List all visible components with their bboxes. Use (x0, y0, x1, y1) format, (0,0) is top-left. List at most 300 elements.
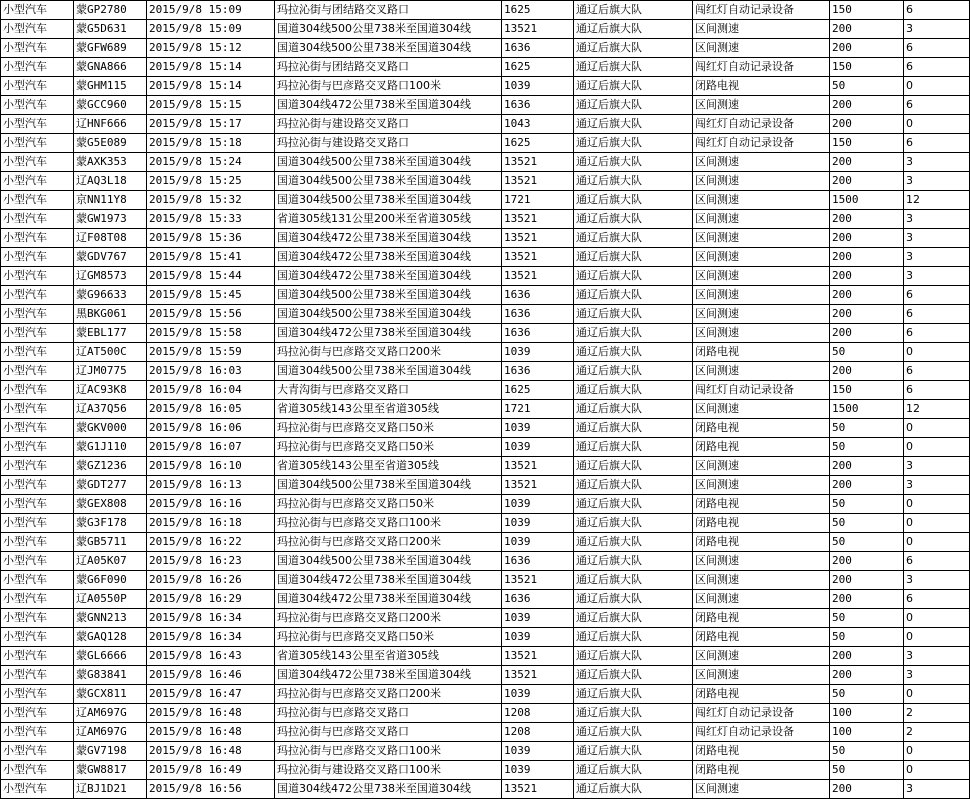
fine-cell: 50 (830, 438, 904, 457)
fine-cell: 150 (830, 1, 904, 20)
unit-cell: 通辽后旗大队 (574, 343, 693, 362)
points-cell: 0 (904, 115, 970, 134)
unit-cell: 通辽后旗大队 (574, 39, 693, 58)
points-cell: 3 (904, 267, 970, 286)
points-cell: 0 (904, 495, 970, 514)
location-cell: 国道304线500公里738米至国道304线 (275, 476, 502, 495)
fine-cell: 50 (830, 495, 904, 514)
device-cell: 区间测速 (693, 248, 830, 267)
points-cell: 6 (904, 552, 970, 571)
fine-cell: 200 (830, 20, 904, 39)
vehicle-type-cell: 小型汽车 (1, 286, 74, 305)
unit-cell: 通辽后旗大队 (574, 742, 693, 761)
vehicle-type-cell: 小型汽车 (1, 134, 74, 153)
table-row (1, 742, 970, 761)
device-cell: 区间测速 (693, 666, 830, 685)
plate-number-cell: 蒙GFW689 (74, 39, 147, 58)
location-cell: 玛拉沁街与巴彦路交叉路口50米 (275, 438, 502, 457)
plate-number-cell: 蒙GZ1236 (74, 457, 147, 476)
violation-code-cell: 1043 (502, 115, 574, 134)
table-row (1, 457, 970, 476)
vehicle-type-cell: 小型汽车 (1, 324, 74, 343)
violation-code-cell: 1636 (502, 552, 574, 571)
violation-time-cell: 2015/9/8 16:47 (147, 685, 275, 704)
fine-cell: 50 (830, 514, 904, 533)
violation-time-cell: 2015/9/8 16:04 (147, 381, 275, 400)
unit-cell: 通辽后旗大队 (574, 761, 693, 780)
violation-code-cell: 1625 (502, 1, 574, 20)
device-cell: 区间测速 (693, 191, 830, 210)
plate-number-cell: 黑BKG061 (74, 305, 147, 324)
device-cell: 区间测速 (693, 780, 830, 799)
plate-number-cell: 蒙G5D631 (74, 20, 147, 39)
violation-code-cell: 1039 (502, 77, 574, 96)
unit-cell: 通辽后旗大队 (574, 20, 693, 39)
location-cell: 玛拉沁街与巴彦路交叉路口200米 (275, 609, 502, 628)
violation-code-cell: 13521 (502, 267, 574, 286)
plate-number-cell: 蒙G96633 (74, 286, 147, 305)
fine-cell: 50 (830, 628, 904, 647)
location-cell: 国道304线500公里738米至国道304线 (275, 20, 502, 39)
violation-code-cell: 13521 (502, 172, 574, 191)
points-cell: 3 (904, 153, 970, 172)
violation-code-cell: 1208 (502, 704, 574, 723)
points-cell: 6 (904, 1, 970, 20)
vehicle-type-cell: 小型汽车 (1, 96, 74, 115)
location-cell: 玛拉沁街与巴彦路交叉路口100米 (275, 77, 502, 96)
violation-time-cell: 2015/9/8 16:07 (147, 438, 275, 457)
table-row (1, 419, 970, 438)
violation-time-cell: 2015/9/8 16:26 (147, 571, 275, 590)
violation-time-cell: 2015/9/8 16:48 (147, 742, 275, 761)
violation-code-cell: 1636 (502, 286, 574, 305)
fine-cell: 200 (830, 39, 904, 58)
violation-time-cell: 2015/9/8 16:46 (147, 666, 275, 685)
violation-code-cell: 1636 (502, 305, 574, 324)
table-row (1, 514, 970, 533)
fine-cell: 200 (830, 210, 904, 229)
table-row (1, 172, 970, 191)
unit-cell: 通辽后旗大队 (574, 457, 693, 476)
violation-time-cell: 2015/9/8 15:15 (147, 96, 275, 115)
plate-number-cell: 辽AT500C (74, 343, 147, 362)
unit-cell: 通辽后旗大队 (574, 552, 693, 571)
plate-number-cell: 蒙GDT277 (74, 476, 147, 495)
points-cell: 3 (904, 476, 970, 495)
table-row (1, 39, 970, 58)
vehicle-type-cell: 小型汽车 (1, 1, 74, 20)
vehicle-type-cell: 小型汽车 (1, 666, 74, 685)
fine-cell: 200 (830, 476, 904, 495)
device-cell: 闭路电视 (693, 742, 830, 761)
plate-number-cell: 辽A0550P (74, 590, 147, 609)
points-cell: 3 (904, 571, 970, 590)
unit-cell: 通辽后旗大队 (574, 153, 693, 172)
plate-number-cell: 辽F08T08 (74, 229, 147, 248)
plate-number-cell: 蒙G5E089 (74, 134, 147, 153)
device-cell: 闯红灯自动记录设备 (693, 704, 830, 723)
violation-time-cell: 2015/9/8 15:45 (147, 286, 275, 305)
device-cell: 闭路电视 (693, 761, 830, 780)
violation-time-cell: 2015/9/8 16:29 (147, 590, 275, 609)
location-cell: 国道304线472公里738米至国道304线 (275, 666, 502, 685)
points-cell: 6 (904, 39, 970, 58)
plate-number-cell: 辽AM697G (74, 704, 147, 723)
violation-code-cell: 13521 (502, 210, 574, 229)
fine-cell: 200 (830, 457, 904, 476)
table-row (1, 609, 970, 628)
plate-number-cell: 蒙EBL177 (74, 324, 147, 343)
fine-cell: 200 (830, 552, 904, 571)
plate-number-cell: 辽HNF666 (74, 115, 147, 134)
violation-code-cell: 13521 (502, 666, 574, 685)
unit-cell: 通辽后旗大队 (574, 172, 693, 191)
violation-time-cell: 2015/9/8 15:12 (147, 39, 275, 58)
violation-time-cell: 2015/9/8 16:34 (147, 628, 275, 647)
unit-cell: 通辽后旗大队 (574, 609, 693, 628)
table-row (1, 723, 970, 742)
violation-time-cell: 2015/9/8 15:17 (147, 115, 275, 134)
location-cell: 玛拉沁街与巴彦路交叉路口100米 (275, 514, 502, 533)
violation-code-cell: 1039 (502, 343, 574, 362)
violation-code-cell: 1039 (502, 533, 574, 552)
fine-cell: 200 (830, 666, 904, 685)
unit-cell: 通辽后旗大队 (574, 438, 693, 457)
location-cell: 国道304线472公里738米至国道304线 (275, 96, 502, 115)
location-cell: 玛拉沁街与巴彦路交叉路口200米 (275, 343, 502, 362)
violation-time-cell: 2015/9/8 16:18 (147, 514, 275, 533)
vehicle-type-cell: 小型汽车 (1, 305, 74, 324)
unit-cell: 通辽后旗大队 (574, 685, 693, 704)
violation-time-cell: 2015/9/8 15:14 (147, 77, 275, 96)
table-row (1, 305, 970, 324)
plate-number-cell: 蒙GAQ128 (74, 628, 147, 647)
violation-code-cell: 1039 (502, 685, 574, 704)
location-cell: 国道304线472公里738米至国道304线 (275, 780, 502, 799)
vehicle-type-cell: 小型汽车 (1, 77, 74, 96)
plate-number-cell: 蒙GCX811 (74, 685, 147, 704)
vehicle-type-cell: 小型汽车 (1, 609, 74, 628)
vehicle-type-cell: 小型汽车 (1, 704, 74, 723)
unit-cell: 通辽后旗大队 (574, 362, 693, 381)
fine-cell: 50 (830, 77, 904, 96)
device-cell: 闯红灯自动记录设备 (693, 723, 830, 742)
fine-cell: 200 (830, 286, 904, 305)
vehicle-type-cell: 小型汽车 (1, 419, 74, 438)
violation-code-cell: 1636 (502, 96, 574, 115)
points-cell: 6 (904, 58, 970, 77)
table-row (1, 590, 970, 609)
device-cell: 区间测速 (693, 20, 830, 39)
points-cell: 6 (904, 381, 970, 400)
fine-cell: 50 (830, 343, 904, 362)
location-cell: 玛拉沁街与巴彦路交叉路口200米 (275, 685, 502, 704)
violation-code-cell: 13521 (502, 571, 574, 590)
location-cell: 国道304线500公里738米至国道304线 (275, 191, 502, 210)
device-cell: 区间测速 (693, 305, 830, 324)
fine-cell: 50 (830, 761, 904, 780)
plate-number-cell: 蒙GP2780 (74, 1, 147, 20)
violation-time-cell: 2015/9/8 16:48 (147, 704, 275, 723)
points-cell: 0 (904, 514, 970, 533)
violation-time-cell: 2015/9/8 16:49 (147, 761, 275, 780)
location-cell: 玛拉沁街与团结路交叉路口 (275, 58, 502, 77)
points-cell: 0 (904, 685, 970, 704)
unit-cell: 通辽后旗大队 (574, 666, 693, 685)
fine-cell: 200 (830, 248, 904, 267)
plate-number-cell: 辽BJ1D21 (74, 780, 147, 799)
vehicle-type-cell: 小型汽车 (1, 438, 74, 457)
device-cell: 区间测速 (693, 39, 830, 58)
plate-number-cell: 蒙G3F178 (74, 514, 147, 533)
unit-cell: 通辽后旗大队 (574, 400, 693, 419)
table-row (1, 1, 970, 20)
table-row (1, 666, 970, 685)
points-cell: 3 (904, 457, 970, 476)
violation-code-cell: 13521 (502, 457, 574, 476)
fine-cell: 1500 (830, 191, 904, 210)
table-row (1, 324, 970, 343)
location-cell: 国道304线472公里738米至国道304线 (275, 571, 502, 590)
plate-number-cell: 辽AM697G (74, 723, 147, 742)
vehicle-type-cell: 小型汽车 (1, 723, 74, 742)
violation-code-cell: 13521 (502, 476, 574, 495)
vehicle-type-cell: 小型汽车 (1, 39, 74, 58)
table-row (1, 780, 970, 799)
table-row (1, 96, 970, 115)
vehicle-type-cell: 小型汽车 (1, 571, 74, 590)
violation-time-cell: 2015/9/8 16:34 (147, 609, 275, 628)
fine-cell: 200 (830, 267, 904, 286)
device-cell: 区间测速 (693, 210, 830, 229)
location-cell: 国道304线472公里738米至国道304线 (275, 229, 502, 248)
violation-code-cell: 13521 (502, 248, 574, 267)
unit-cell: 通辽后旗大队 (574, 571, 693, 590)
plate-number-cell: 辽GM8573 (74, 267, 147, 286)
device-cell: 闭路电视 (693, 438, 830, 457)
violation-code-cell: 13521 (502, 20, 574, 39)
unit-cell: 通辽后旗大队 (574, 77, 693, 96)
violation-time-cell: 2015/9/8 16:13 (147, 476, 275, 495)
table-row (1, 685, 970, 704)
plate-number-cell: 蒙GB5711 (74, 533, 147, 552)
unit-cell: 通辽后旗大队 (574, 58, 693, 77)
vehicle-type-cell: 小型汽车 (1, 495, 74, 514)
violation-time-cell: 2015/9/8 15:33 (147, 210, 275, 229)
location-cell: 国道304线500公里738米至国道304线 (275, 153, 502, 172)
vehicle-type-cell: 小型汽车 (1, 533, 74, 552)
table-row (1, 248, 970, 267)
location-cell: 省道305线131公里200米至省道305线 (275, 210, 502, 229)
fine-cell: 200 (830, 115, 904, 134)
device-cell: 闭路电视 (693, 419, 830, 438)
plate-number-cell: 蒙G1J110 (74, 438, 147, 457)
unit-cell: 通辽后旗大队 (574, 96, 693, 115)
vehicle-type-cell: 小型汽车 (1, 115, 74, 134)
unit-cell: 通辽后旗大队 (574, 704, 693, 723)
vehicle-type-cell: 小型汽车 (1, 58, 74, 77)
table-row (1, 362, 970, 381)
location-cell: 省道305线143公里至省道305线 (275, 647, 502, 666)
location-cell: 省道305线143公里至省道305线 (275, 400, 502, 419)
violation-time-cell: 2015/9/8 16:43 (147, 647, 275, 666)
points-cell: 3 (904, 20, 970, 39)
plate-number-cell: 蒙GL6666 (74, 647, 147, 666)
violation-time-cell: 2015/9/8 15:59 (147, 343, 275, 362)
points-cell: 0 (904, 419, 970, 438)
location-cell: 玛拉沁街与巴彦路交叉路口 (275, 723, 502, 742)
vehicle-type-cell: 小型汽车 (1, 343, 74, 362)
unit-cell: 通辽后旗大队 (574, 533, 693, 552)
plate-number-cell: 蒙GEX808 (74, 495, 147, 514)
violation-code-cell: 1039 (502, 419, 574, 438)
violation-time-cell: 2015/9/8 15:24 (147, 153, 275, 172)
plate-number-cell: 蒙GKV000 (74, 419, 147, 438)
plate-number-cell: 蒙GW1973 (74, 210, 147, 229)
points-cell: 3 (904, 172, 970, 191)
points-cell: 6 (904, 305, 970, 324)
table-row (1, 210, 970, 229)
device-cell: 区间测速 (693, 400, 830, 419)
violation-time-cell: 2015/9/8 16:16 (147, 495, 275, 514)
fine-cell: 200 (830, 324, 904, 343)
plate-number-cell: 蒙AXK353 (74, 153, 147, 172)
fine-cell: 50 (830, 609, 904, 628)
violation-code-cell: 13521 (502, 229, 574, 248)
table-row (1, 58, 970, 77)
violation-time-cell: 2015/9/8 16:56 (147, 780, 275, 799)
plate-number-cell: 辽AQ3L18 (74, 172, 147, 191)
device-cell: 区间测速 (693, 324, 830, 343)
plate-number-cell: 辽A37Q56 (74, 400, 147, 419)
violation-code-cell: 1636 (502, 590, 574, 609)
points-cell: 6 (904, 324, 970, 343)
fine-cell: 200 (830, 153, 904, 172)
fine-cell: 200 (830, 96, 904, 115)
location-cell: 国道304线472公里738米至国道304线 (275, 248, 502, 267)
points-cell: 0 (904, 343, 970, 362)
device-cell: 闯红灯自动记录设备 (693, 115, 830, 134)
points-cell: 0 (904, 77, 970, 96)
plate-number-cell: 蒙GNA866 (74, 58, 147, 77)
location-cell: 国道304线500公里738米至国道304线 (275, 362, 502, 381)
violation-time-cell: 2015/9/8 16:06 (147, 419, 275, 438)
violation-time-cell: 2015/9/8 15:18 (147, 134, 275, 153)
fine-cell: 200 (830, 780, 904, 799)
fine-cell: 100 (830, 723, 904, 742)
fine-cell: 200 (830, 571, 904, 590)
vehicle-type-cell: 小型汽车 (1, 628, 74, 647)
fine-cell: 150 (830, 381, 904, 400)
device-cell: 区间测速 (693, 457, 830, 476)
points-cell: 3 (904, 210, 970, 229)
table-row (1, 229, 970, 248)
device-cell: 闭路电视 (693, 609, 830, 628)
table-row (1, 476, 970, 495)
fine-cell: 100 (830, 704, 904, 723)
plate-number-cell: 蒙G83841 (74, 666, 147, 685)
table-row (1, 115, 970, 134)
device-cell: 闭路电视 (693, 628, 830, 647)
device-cell: 区间测速 (693, 552, 830, 571)
violation-code-cell: 1625 (502, 381, 574, 400)
violation-code-cell: 1039 (502, 609, 574, 628)
fine-cell: 200 (830, 590, 904, 609)
unit-cell: 通辽后旗大队 (574, 267, 693, 286)
location-cell: 国道304线500公里738米至国道304线 (275, 305, 502, 324)
unit-cell: 通辽后旗大队 (574, 590, 693, 609)
vehicle-type-cell: 小型汽车 (1, 400, 74, 419)
points-cell: 0 (904, 761, 970, 780)
fine-cell: 1500 (830, 400, 904, 419)
device-cell: 闯红灯自动记录设备 (693, 58, 830, 77)
device-cell: 区间测速 (693, 172, 830, 191)
unit-cell: 通辽后旗大队 (574, 514, 693, 533)
device-cell: 闭路电视 (693, 343, 830, 362)
violation-time-cell: 2015/9/8 16:03 (147, 362, 275, 381)
plate-number-cell: 蒙GW8817 (74, 761, 147, 780)
device-cell: 闯红灯自动记录设备 (693, 134, 830, 153)
device-cell: 区间测速 (693, 267, 830, 286)
vehicle-type-cell: 小型汽车 (1, 210, 74, 229)
device-cell: 区间测速 (693, 362, 830, 381)
points-cell: 6 (904, 362, 970, 381)
fine-cell: 200 (830, 647, 904, 666)
table-row (1, 628, 970, 647)
fine-cell: 150 (830, 58, 904, 77)
points-cell: 3 (904, 780, 970, 799)
violation-time-cell: 2015/9/8 15:14 (147, 58, 275, 77)
vehicle-type-cell: 小型汽车 (1, 153, 74, 172)
fine-cell: 200 (830, 229, 904, 248)
unit-cell: 通辽后旗大队 (574, 229, 693, 248)
device-cell: 区间测速 (693, 476, 830, 495)
plate-number-cell: 辽AC93K8 (74, 381, 147, 400)
device-cell: 区间测速 (693, 286, 830, 305)
points-cell: 0 (904, 609, 970, 628)
location-cell: 省道305线143公里至省道305线 (275, 457, 502, 476)
location-cell: 国道304线472公里738米至国道304线 (275, 590, 502, 609)
fine-cell: 50 (830, 742, 904, 761)
location-cell: 玛拉沁街与建设路交叉路口 (275, 134, 502, 153)
table-row (1, 381, 970, 400)
location-cell: 国道304线472公里738米至国道304线 (275, 324, 502, 343)
unit-cell: 通辽后旗大队 (574, 324, 693, 343)
table-row (1, 761, 970, 780)
location-cell: 玛拉沁街与巴彦路交叉路口200米 (275, 533, 502, 552)
table-row (1, 647, 970, 666)
vehicle-type-cell: 小型汽车 (1, 476, 74, 495)
table-row (1, 343, 970, 362)
violation-time-cell: 2015/9/8 15:41 (147, 248, 275, 267)
unit-cell: 通辽后旗大队 (574, 305, 693, 324)
fine-cell: 150 (830, 134, 904, 153)
fine-cell: 200 (830, 362, 904, 381)
device-cell: 闭路电视 (693, 77, 830, 96)
vehicle-type-cell: 小型汽车 (1, 20, 74, 39)
vehicle-type-cell: 小型汽车 (1, 457, 74, 476)
plate-number-cell: 蒙GDV767 (74, 248, 147, 267)
fine-cell: 200 (830, 305, 904, 324)
vehicle-type-cell: 小型汽车 (1, 172, 74, 191)
location-cell: 玛拉沁街与团结路交叉路口 (275, 1, 502, 20)
unit-cell: 通辽后旗大队 (574, 495, 693, 514)
fine-cell: 50 (830, 419, 904, 438)
points-cell: 0 (904, 533, 970, 552)
violation-time-cell: 2015/9/8 15:09 (147, 20, 275, 39)
points-cell: 6 (904, 286, 970, 305)
points-cell: 0 (904, 628, 970, 647)
